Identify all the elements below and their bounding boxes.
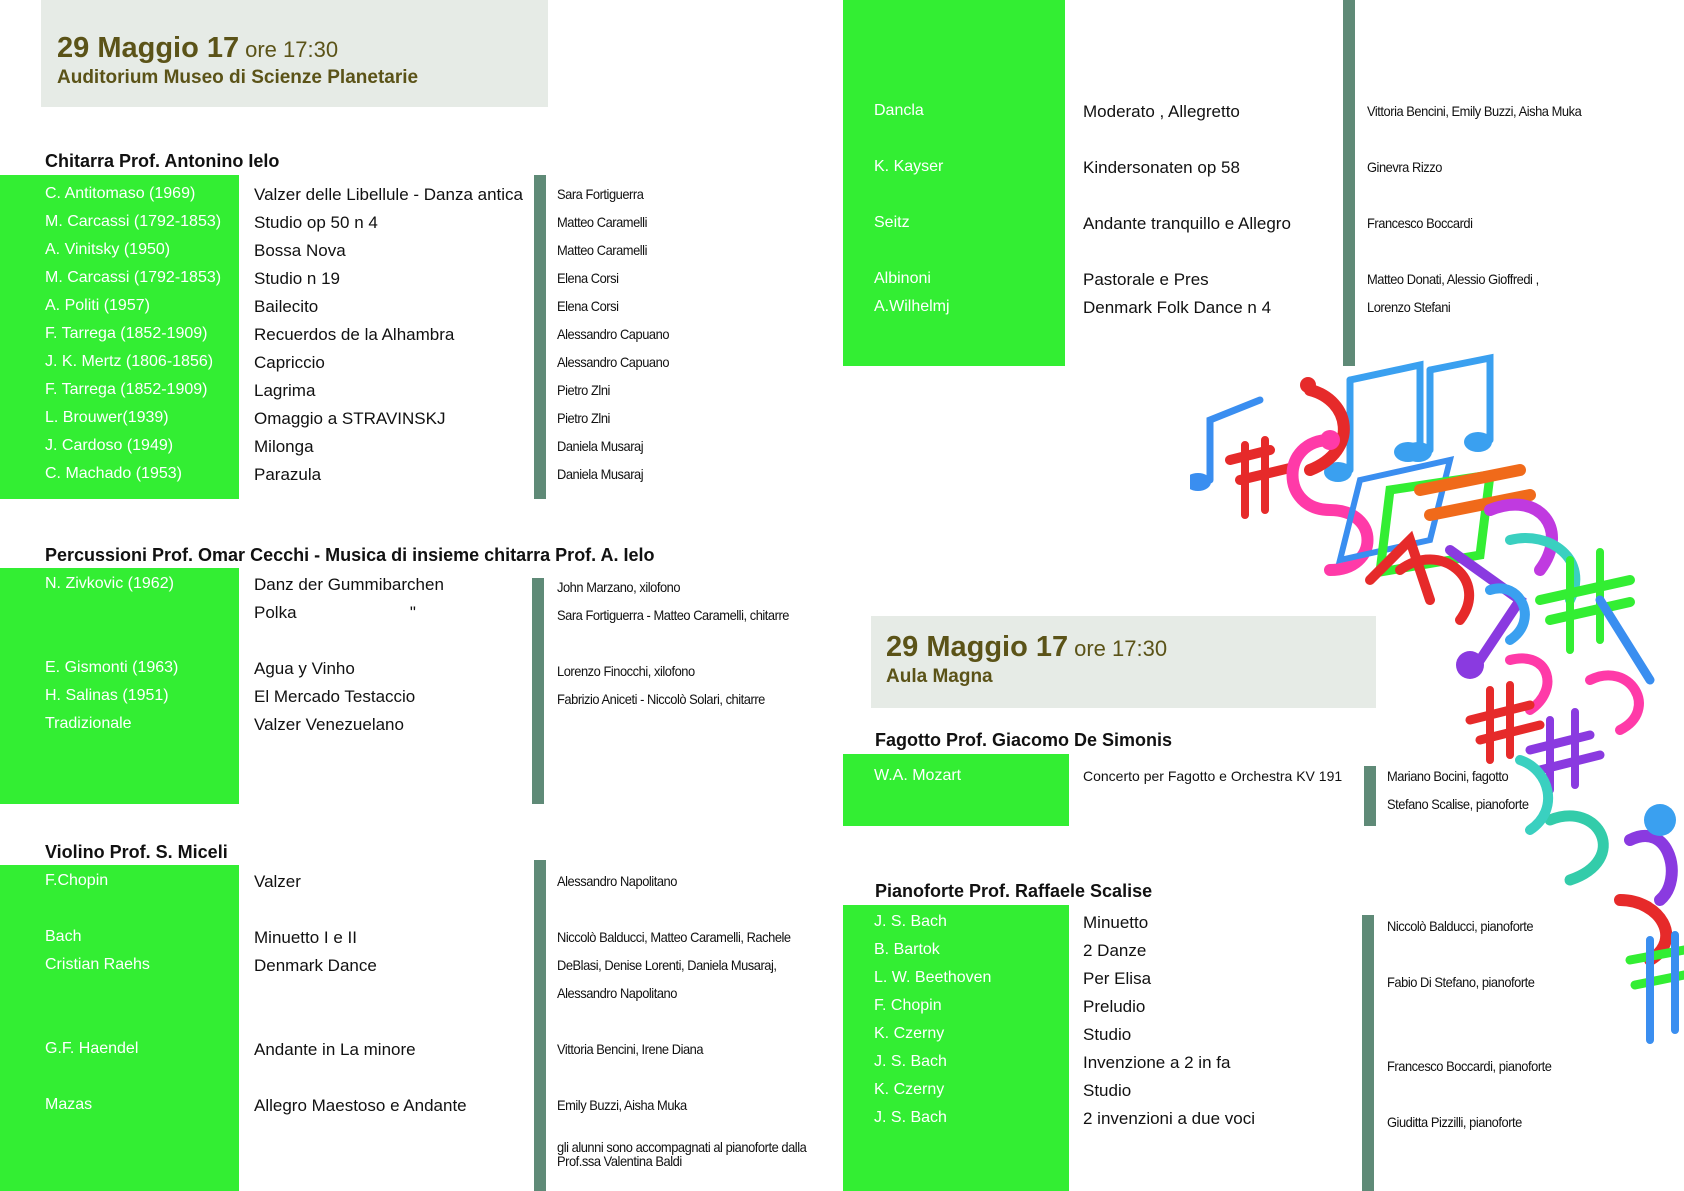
piece: Andante in La minore (254, 1040, 416, 1059)
performer: Matteo Caramelli (557, 242, 648, 258)
event-time: ore 17:30 (245, 37, 339, 62)
performer: Ginevra Rizzo (1367, 159, 1442, 175)
piece: Parazula (254, 465, 322, 484)
performer: Prof.ssa Valentina Baldi (557, 1153, 682, 1169)
piece: Concerto per Fagotto e Orchestra KV 191 (1083, 768, 1343, 784)
composer: K. Czerny (874, 1081, 945, 1098)
composer: J. S. Bach (874, 913, 947, 930)
section-title-pianoforte: Pianoforte Prof. Raffaele Scalise (875, 881, 1153, 901)
green-block-violino (0, 865, 239, 1191)
performer: Alessandro Napolitano (557, 873, 677, 889)
composer: L. Brouwer(1939) (45, 409, 169, 426)
piece: Studio n 19 (254, 269, 341, 288)
piece: 2 Danze (1083, 941, 1147, 960)
composer: J. S. Bach (874, 1053, 947, 1070)
composer: A.Wilhelmj (874, 298, 950, 315)
divider-bar-top-right (1343, 0, 1355, 366)
green-block-fagotto (843, 754, 1069, 826)
event-date: 29 Maggio 17 ore 17:30 (57, 32, 339, 64)
performer: Pietro Zlni (557, 410, 610, 426)
composer: Cristian Raehs (45, 956, 150, 973)
composer: Bach (45, 928, 82, 945)
performer: Fabrizio Aniceti - Niccolò Solari, chitarre (557, 691, 765, 707)
green-block-percussioni (0, 568, 239, 804)
divider-bar-chitarra (534, 175, 546, 499)
event-venue: Auditorium Museo di Scienze Planetarie (57, 67, 419, 88)
composer: J. K. Mertz (1806-1856) (45, 353, 214, 370)
performer: DeBlasi, Denise Lorenti, Daniela Musaraj, (557, 957, 777, 973)
performer: Niccolò Balducci, Matteo Caramelli, Rachele (557, 929, 791, 945)
composer: W.A. Mozart (874, 767, 962, 784)
composer: K. Kayser (874, 158, 944, 175)
composer: L. W. Beethoven (874, 969, 992, 986)
composer: F. Tarrega (1852-1909) (45, 325, 208, 342)
piece: Moderato , Allegretto (1083, 102, 1240, 121)
performer: Elena Corsi (557, 298, 619, 314)
piece: Denmark Dance (254, 956, 377, 975)
performer: Sara Fortiguerra (557, 186, 644, 202)
performer: Matteo Caramelli (557, 214, 648, 230)
event-date: 29 Maggio 17 ore 17:30 (886, 631, 1168, 663)
composer: J. S. Bach (874, 1109, 947, 1126)
piece: Denmark Folk Dance n 4 (1083, 298, 1272, 317)
composer: J. Cardoso (1949) (45, 437, 174, 454)
header-left (41, 0, 548, 107)
piece: Andante tranquillo e Allegro (1083, 214, 1291, 233)
performer: Lorenzo Finocchi, xilofono (557, 663, 695, 679)
composer: C. Antitomaso (1969) (45, 185, 196, 202)
section-title-fagotto: Fagotto Prof. Giacomo De Simonis (875, 730, 1173, 750)
performer: Lorenzo Stefani (1367, 299, 1451, 315)
performer: Sara Fortiguerra - Matteo Caramelli, chitarre (557, 607, 789, 623)
piece: Milonga (254, 437, 314, 456)
event-venue: Aula Magna (886, 666, 993, 687)
piece: Invenzione a 2 in fa (1083, 1053, 1231, 1072)
piece: Preludio (1083, 997, 1146, 1016)
performer: Alessandro Capuano (557, 354, 670, 370)
composer: M. Carcassi (1792-1853) (45, 213, 222, 230)
piece: Valzer (254, 872, 301, 891)
composer: N. Zivkovic (1962) (45, 575, 174, 592)
composer: F. Chopin (874, 997, 942, 1014)
performer: Daniela Musaraj (557, 466, 644, 482)
piece: Capriccio (254, 353, 325, 372)
piece: Valzer delle Libellule - Danza antica (254, 185, 524, 204)
divider-bar-violino (534, 860, 546, 1191)
performer: Vittoria Bencini, Emily Buzzi, Aisha Muka (1367, 103, 1582, 119)
composer: Mazas (45, 1096, 93, 1113)
performer: John Marzano, xilofono (557, 579, 681, 595)
section-title-chitarra: Chitarra Prof. Antonino Ielo (45, 151, 280, 171)
piece: Pastorale e Pres (1083, 270, 1209, 289)
piece: Omaggio a STRAVINSKJ (254, 409, 446, 428)
piece: Kindersonaten op 58 (1083, 158, 1240, 177)
section-title-percussioni: Percussioni Prof. Omar Cecchi - Musica di insieme chitarra Prof. A. Ielo (45, 545, 655, 565)
performer: Daniela Musaraj (557, 438, 644, 454)
divider-bar-percussioni (532, 578, 544, 804)
performer: Fabio Di Stefano, pianoforte (1387, 974, 1535, 990)
performer: Elena Corsi (557, 270, 619, 286)
composer: A. Politi (1957) (45, 297, 150, 314)
section-title-violino: Violino Prof. S. Miceli (45, 842, 228, 862)
composer: F. Tarrega (1852-1909) (45, 381, 208, 398)
event-time: ore 17:30 (1074, 636, 1168, 661)
piece: Lagrima (254, 381, 316, 400)
piece: El Mercado Testaccio (254, 687, 416, 706)
composer: Dancla (874, 102, 924, 119)
composer: Albinoni (874, 270, 931, 287)
composer: K. Czerny (874, 1025, 945, 1042)
performer: Emily Buzzi, Aisha Muka (557, 1097, 687, 1113)
piece: Bailecito (254, 297, 319, 316)
piece: Minuetto I e II (254, 928, 357, 947)
piece: Studio (1083, 1081, 1132, 1100)
piece: Polka " (254, 603, 416, 622)
composer: C. Machado (1953) (45, 465, 182, 482)
composer: G.F. Haendel (45, 1040, 139, 1057)
composer: B. Bartok (874, 941, 940, 958)
performer: Matteo Donati, Alessio Gioffredi , (1367, 271, 1539, 287)
piece: Studio op 50 n 4 (254, 213, 378, 232)
colorful-music-notes-icon (1190, 340, 1684, 1191)
composer: A. Vinitsky (1950) (45, 241, 171, 258)
composer: H. Salinas (1951) (45, 687, 169, 704)
piece: Valzer Venezuelano (254, 715, 404, 734)
composer: M. Carcassi (1792-1853) (45, 269, 222, 286)
performer: Alessandro Napolitano (557, 985, 677, 1001)
piece: 2 invenzioni a due voci (1083, 1109, 1256, 1128)
piece: Studio (1083, 1025, 1132, 1044)
piece: Danz der Gummibarchen (254, 575, 444, 594)
piece: Bossa Nova (254, 241, 346, 260)
performer: Francesco Boccardi, pianoforte (1387, 1058, 1552, 1074)
performer: Vittoria Bencini, Irene Diana (557, 1041, 704, 1057)
performer: Niccolò Balducci, pianoforte (1387, 918, 1534, 934)
piece: Minuetto (1083, 913, 1149, 932)
composer: E. Gismonti (1963) (45, 659, 179, 676)
piece: Recuerdos de la Alhambra (254, 325, 455, 344)
performer: Mariano Bocini, fagotto (1387, 768, 1509, 784)
composer: Tradizionale (45, 715, 132, 732)
piece: Allegro Maestoso e Andante (254, 1096, 467, 1115)
performer: gli alunni sono accompagnati al pianoforte dalla (557, 1139, 807, 1155)
performer: Pietro Zlni (557, 382, 610, 398)
composer: F.Chopin (45, 872, 109, 889)
piece: Agua y Vinho (254, 659, 355, 678)
piece: Per Elisa (1083, 969, 1152, 988)
performer: Giuditta Pizzilli, pianoforte (1387, 1114, 1522, 1130)
performer: Francesco Boccardi (1367, 215, 1473, 231)
composer: Seitz (874, 214, 910, 231)
performer: Alessandro Capuano (557, 326, 670, 342)
performer: Stefano Scalise, pianoforte (1387, 796, 1529, 812)
